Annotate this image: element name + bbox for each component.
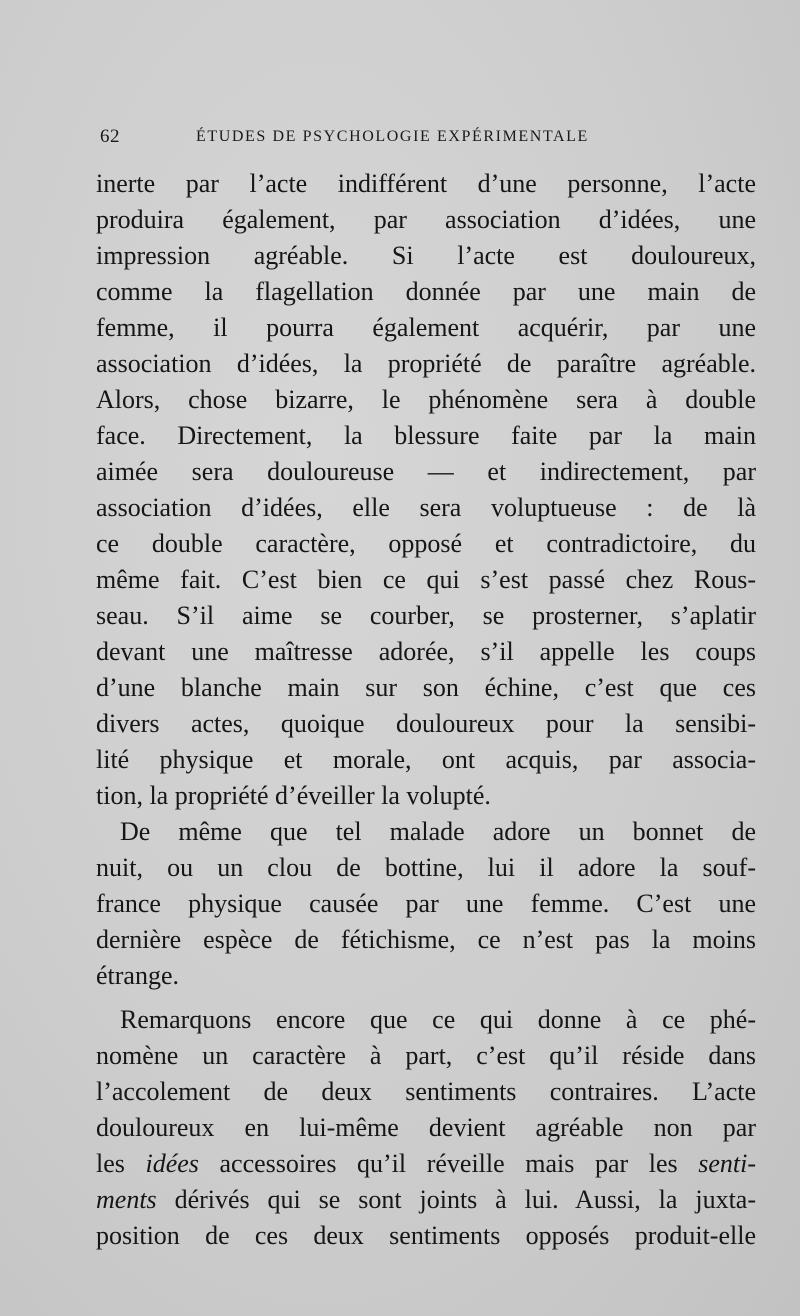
text-span: dérivés qui se sont joints à lui. Aussi, la juxta- [156, 1185, 756, 1214]
text-line-with-italics [96, 1146, 756, 1182]
running-head [96, 126, 756, 156]
text-line: position de ces deux sentiments opposés produit-elle [96, 1221, 756, 1250]
text-line: d’une blanche main sur son échine, c’est que ces [96, 673, 756, 702]
text-line: comme la flagellation donnée par une main de [96, 277, 756, 306]
text-line: l’accolement de deux sentiments contraires. L’acte [96, 1077, 756, 1106]
text-line: nomène un caractère à part, c’est qu’il réside dans [96, 1041, 756, 1070]
paragraph-start-line: Remarquons encore que ce qui donne à ce phé- [120, 1005, 756, 1034]
text-line: inerte par l’acte indifférent d’une personne, l’acte [96, 169, 756, 198]
text-span: accessoires qu’il réveille mais par les [198, 1149, 699, 1178]
paragraph-end-line: étrange. [96, 961, 180, 990]
text-line: devant une maîtresse adorée, s’il appelle les coups [96, 637, 756, 666]
text-line: nuit, ou un clou de bottine, lui il adore la souf- [96, 853, 756, 882]
text-line: douloureux en lui-même devient agréable non par [96, 1113, 756, 1142]
text-line: femme, il pourra également acquérir, par une [96, 313, 756, 342]
text-line: association d’idées, la propriété de paraître agréable. [96, 349, 756, 378]
text-line: association d’idées, elle sera voluptueuse : de là [96, 493, 756, 522]
italic-word: idées [145, 1149, 199, 1178]
text-line: impression agréable. Si l’acte est douloureux, [96, 241, 756, 270]
text-line: même fait. C’est bien ce qui s’est passé chez Rous- [96, 565, 756, 594]
running-title: ÉTUDES DE PSYCHOLOGIE EXPÉRIMENTALE [196, 128, 589, 145]
text-line: divers actes, quoique douloureux pour la sensibi- [96, 709, 756, 738]
text-line: ce double caractère, opposé et contradictoire, du [96, 529, 756, 558]
page-number: 62 [100, 126, 120, 147]
paragraph-end-line: tion, la propriété d’éveiller la volupté. [96, 781, 491, 810]
text-line: seau. S’il aime se courber, se prosterner, s’aplatir [96, 601, 756, 630]
text-line: aimée sera douloureuse — et indirectement, par [96, 457, 756, 486]
text-line: france physique causée par une femme. C’est une [96, 889, 756, 918]
italic-word: senti- [698, 1149, 756, 1178]
text-line: dernière espèce de fétichisme, ce n’est pas la moins [96, 925, 756, 954]
text-line: produira également, par association d’idées, une [96, 205, 756, 234]
text-span: les [96, 1149, 146, 1178]
text-line: face. Directement, la blessure faite par la main [96, 421, 756, 450]
body-text [96, 166, 756, 1254]
paragraph-start-line: De même que tel malade adore un bonnet de [120, 817, 756, 846]
text-line: Alors, chose bizarre, le phénomène sera à double [96, 385, 756, 414]
text-line-with-italics [96, 1182, 756, 1218]
italic-word: ments [96, 1185, 157, 1214]
text-line: lité physique et morale, ont acquis, par associa- [96, 745, 756, 774]
